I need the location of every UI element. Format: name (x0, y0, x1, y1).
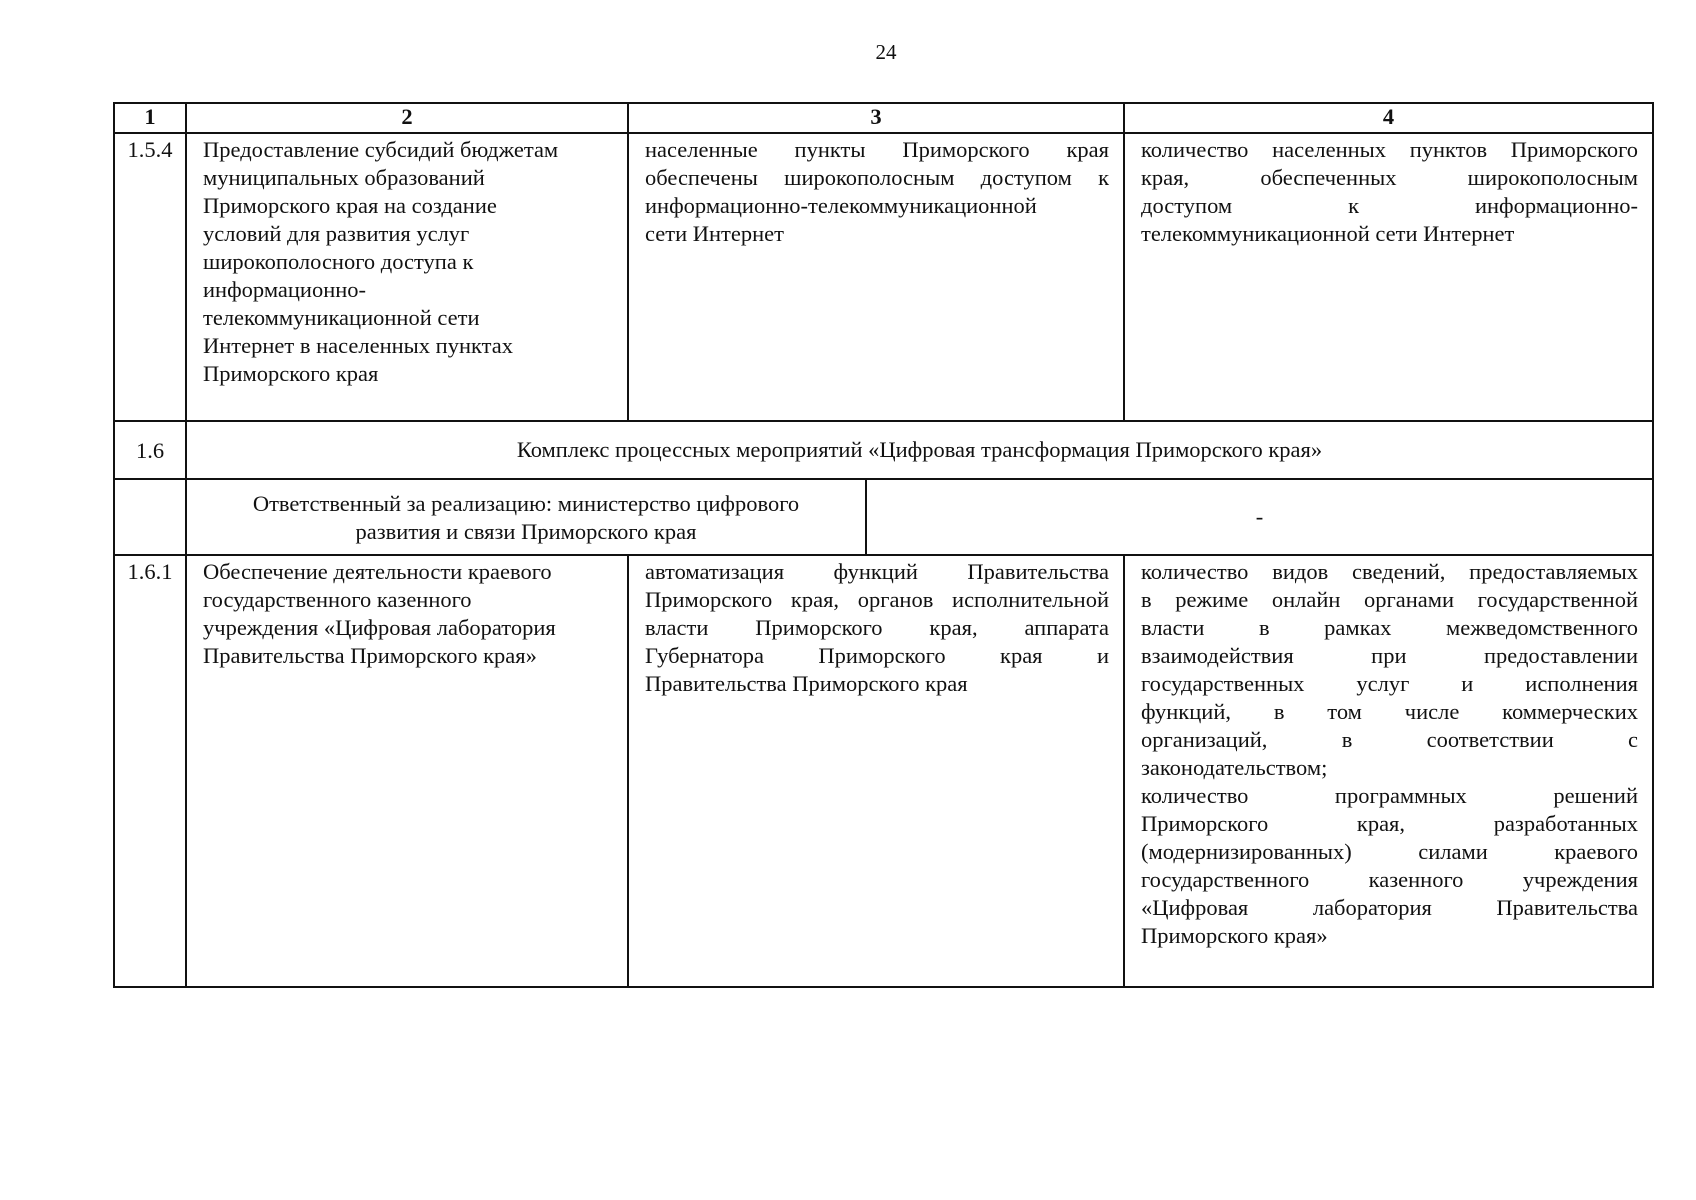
text-line: учреждения «Цифровая лаборатория (203, 615, 556, 640)
text-line: (модернизированных) силами краевого (1141, 839, 1638, 864)
text-line: взаимодействия при предоставлении (1141, 643, 1638, 668)
text-line: «Цифровая лаборатория Правительства (1141, 895, 1638, 920)
measure-name-cell (186, 133, 628, 421)
text-line: организаций, в соответствии с (1141, 727, 1638, 752)
table-row-responsible (114, 479, 1653, 555)
responsible-label (187, 480, 867, 554)
page-number: 24 (875, 40, 897, 64)
measure-name-cell (186, 555, 628, 987)
text-line: Предоставление субсидий бюджетам (203, 137, 559, 162)
text-line: Обеспечение деятельности краевого (203, 559, 552, 584)
text-line: телекоммуникационной сети Интернет (1141, 221, 1515, 246)
text-line: государственного казенного (203, 587, 472, 612)
text-line: сети Интернет (645, 221, 784, 246)
text-line: телекоммуникационной сети (203, 305, 480, 330)
text-line: Приморского края, органов исполнительной (645, 587, 1109, 612)
row-number: 1.5.4 (114, 133, 186, 421)
column-header-1: 1 (114, 103, 186, 133)
text-line: обеспечены широкополосным доступом к (645, 165, 1109, 190)
text-line: развития и связи Приморского края (355, 519, 697, 544)
expected-result-cell (628, 133, 1124, 421)
text-line: Приморского края» (1141, 923, 1328, 948)
row-number: 1.6 (114, 421, 186, 479)
responsible-cell (186, 479, 1653, 555)
indicator-cell (1124, 133, 1653, 421)
text-line: информационно-телекоммуникационной (645, 193, 1037, 218)
table-row-1-5-4 (114, 133, 1653, 421)
text-line: Правительства Приморского края (645, 671, 968, 696)
text-line: законодательством; (1141, 755, 1328, 780)
text-line: информационно- (203, 277, 367, 302)
text-line: количество видов сведений, предоставляемых (1141, 559, 1638, 584)
section-title: Комплекс процессных мероприятий «Цифровая трансформация Приморского края» (186, 421, 1653, 479)
text-line: количество населенных пунктов Приморского (1141, 137, 1638, 162)
text-line: власти в рамках межведомственного (1141, 615, 1638, 640)
indicator-cell (1124, 555, 1653, 987)
responsible-value: - (1255, 504, 1264, 529)
text-line: широкополосного доступа к (203, 249, 474, 274)
text-line: условий для развития услуг (203, 221, 470, 246)
text-line: Интернет в населенных пунктах (203, 333, 513, 358)
text-line: количество программных решений (1141, 783, 1638, 808)
text-line: государственного казенного учреждения (1141, 867, 1638, 892)
expected-result-cell (628, 555, 1124, 987)
text-line: Губернатора Приморского края и (645, 643, 1109, 668)
text-line: муниципальных образований (203, 165, 485, 190)
column-header-3: 3 (628, 103, 1124, 133)
text-line: доступом к информационно- (1141, 193, 1638, 218)
column-header-2: 2 (186, 103, 628, 133)
empty-number-cell (114, 479, 186, 555)
text-line: в режиме онлайн органами государственной (1141, 587, 1638, 612)
text-line: края, обеспеченных широкополосным (1141, 165, 1638, 190)
text-line: государственных услуг и исполнения (1141, 671, 1638, 696)
column-header-4: 4 (1124, 103, 1653, 133)
text-line: Ответственный за реализацию: министерство цифрового (252, 491, 800, 516)
text-line: населенные пункты Приморского края (645, 137, 1109, 162)
program-table (113, 102, 1654, 988)
table-header-row (114, 103, 1653, 133)
table-row-1-6 (114, 421, 1653, 479)
text-line: Приморского края (203, 361, 379, 386)
text-line: автоматизация функций Правительства (645, 559, 1109, 584)
table-row-1-6-1 (114, 555, 1653, 987)
text-line: функций, в том числе коммерческих (1141, 699, 1638, 724)
text-line: Приморского края на создание (203, 193, 497, 218)
text-line: Приморского края, разработанных (1141, 811, 1638, 836)
row-number: 1.6.1 (114, 555, 186, 987)
text-line: Правительства Приморского края» (203, 643, 537, 668)
text-line: власти Приморского края, аппарата (645, 615, 1109, 640)
